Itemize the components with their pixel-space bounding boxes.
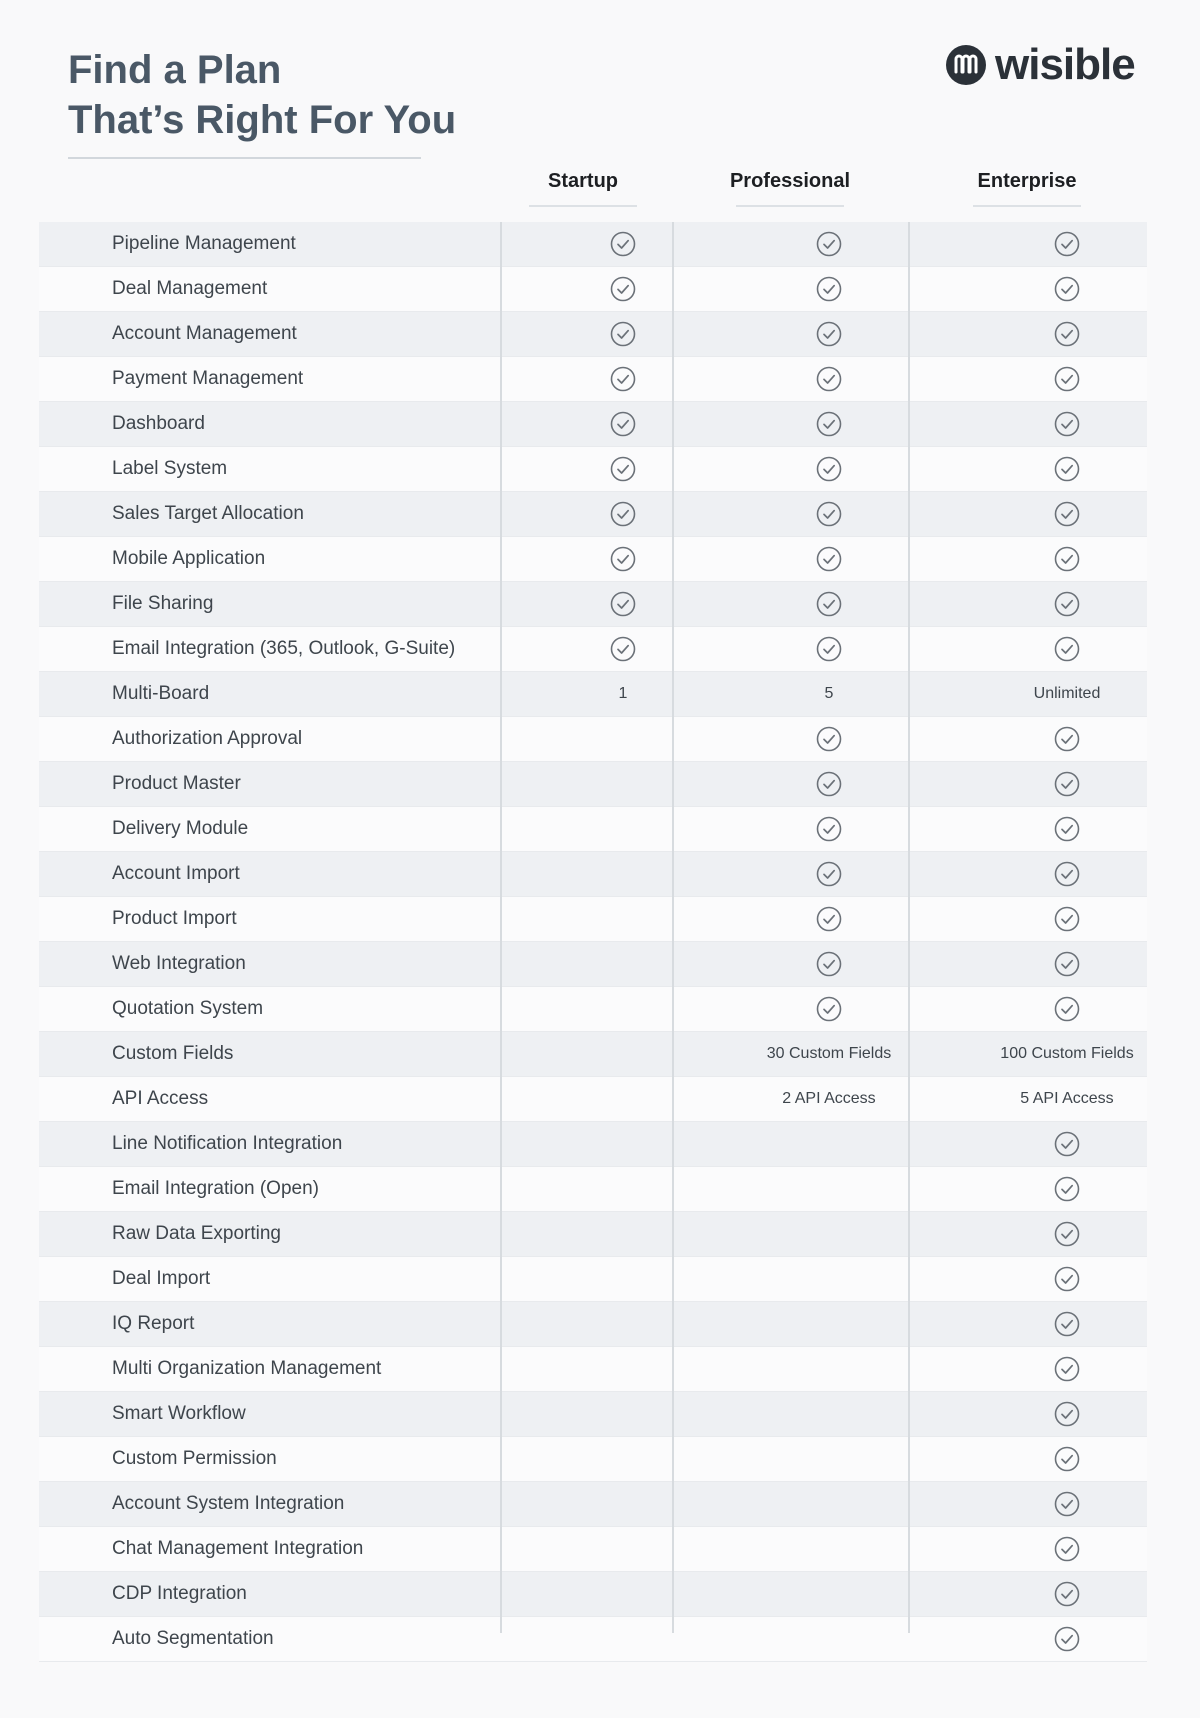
table-row: [39, 402, 1147, 447]
feature-name: Dashboard: [112, 413, 205, 434]
table-row: [39, 222, 1147, 267]
check-circle-icon: [816, 231, 842, 257]
check-circle-icon: [1054, 1266, 1080, 1292]
feature-name: Deal Import: [112, 1268, 211, 1289]
cell-value: 30 Custom Fields: [766, 1045, 892, 1062]
check-circle-icon: [610, 366, 636, 392]
logo-text: wisible: [995, 40, 1135, 89]
title-underline: [68, 157, 421, 159]
feature-name: Account Management: [112, 323, 297, 344]
plan-name: Professional: [729, 170, 851, 192]
feature-name: CDP Integration: [112, 1583, 247, 1604]
check-circle-icon: [816, 996, 842, 1022]
table-row: [39, 1167, 1147, 1212]
check-circle-icon: [816, 411, 842, 437]
table-row: [39, 1617, 1147, 1662]
feature-name: Chat Management Integration: [112, 1538, 364, 1559]
table-row: [39, 672, 1147, 717]
cell-enterprise: [910, 1392, 1200, 1436]
wisible-logo-icon: [945, 44, 987, 86]
feature-name: Payment Management: [112, 368, 304, 389]
check-circle-icon: [1054, 1626, 1080, 1652]
feature-name: Product Import: [112, 908, 237, 929]
check-circle-icon: [816, 546, 842, 572]
check-circle-icon: [1054, 636, 1080, 662]
feature-name: Email Integration (Open): [112, 1178, 319, 1199]
check-circle-icon: [816, 771, 842, 797]
cell-enterprise: [910, 1302, 1200, 1346]
cell-enterprise: [910, 1032, 1200, 1076]
feature-name: Email Integration (365, Outlook, G-Suite): [112, 638, 456, 659]
check-circle-icon: [1054, 1401, 1080, 1427]
check-circle-icon: [1054, 591, 1080, 617]
feature-name: Label System: [112, 458, 228, 479]
check-circle-icon: [1054, 546, 1080, 572]
cell-value: 1: [618, 685, 628, 702]
plan-underline: [973, 205, 1081, 207]
cell-value: 100 Custom Fields: [1000, 1045, 1134, 1062]
check-circle-icon: [1054, 861, 1080, 887]
cell-enterprise: [910, 1167, 1200, 1211]
check-circle-icon: [1054, 771, 1080, 797]
table-row: [39, 1347, 1147, 1392]
check-circle-icon: [1054, 1176, 1080, 1202]
cell-enterprise: [910, 222, 1200, 266]
plan-name: Startup: [548, 170, 618, 192]
feature-name: Pipeline Management: [112, 233, 296, 254]
check-circle-icon: [1054, 1221, 1080, 1247]
table-row: [39, 1077, 1147, 1122]
check-circle-icon: [610, 411, 636, 437]
table-row: [39, 582, 1147, 627]
feature-name: Delivery Module: [112, 818, 249, 839]
feature-name: API Access: [112, 1088, 209, 1109]
feature-name: Deal Management: [112, 278, 268, 299]
table-row: [39, 1482, 1147, 1527]
check-circle-icon: [816, 321, 842, 347]
title-line-1: Find a Plan: [68, 48, 282, 92]
cell-enterprise: [910, 537, 1200, 581]
cell-enterprise: [910, 1122, 1200, 1166]
check-circle-icon: [610, 231, 636, 257]
cell-value: 2 API Access: [782, 1090, 876, 1107]
check-circle-icon: [816, 591, 842, 617]
check-circle-icon: [816, 636, 842, 662]
table-row: [39, 267, 1147, 312]
check-circle-icon: [816, 276, 842, 302]
feature-name: Sales Target Allocation: [112, 503, 304, 524]
cell-value: 5: [824, 685, 834, 702]
check-circle-icon: [610, 546, 636, 572]
feature-name: Quotation System: [112, 998, 264, 1019]
cell-enterprise: [910, 1482, 1200, 1526]
check-circle-icon: [816, 951, 842, 977]
check-circle-icon: [1054, 276, 1080, 302]
cell-enterprise: [910, 357, 1200, 401]
cell-value: Unlimited: [1033, 685, 1101, 702]
table-row: [39, 447, 1147, 492]
table-row: [39, 942, 1147, 987]
cell-enterprise: [910, 1437, 1200, 1481]
cell-value: 5 API Access: [1020, 1090, 1114, 1107]
check-circle-icon: [1054, 1491, 1080, 1517]
cell-enterprise: [910, 672, 1200, 716]
table-row: [39, 987, 1147, 1032]
cell-enterprise: [910, 1617, 1200, 1661]
check-circle-icon: [816, 366, 842, 392]
cell-enterprise: [910, 312, 1200, 356]
check-circle-icon: [1054, 726, 1080, 752]
feature-name: Multi-Board: [112, 683, 210, 704]
check-circle-icon: [610, 501, 636, 527]
column-divider: [908, 222, 910, 1633]
check-circle-icon: [1054, 996, 1080, 1022]
feature-name: Web Integration: [112, 953, 246, 974]
check-circle-icon: [610, 276, 636, 302]
table-row: [39, 1437, 1147, 1482]
cell-enterprise: [910, 1257, 1200, 1301]
check-circle-icon: [1054, 366, 1080, 392]
check-circle-icon: [1054, 1311, 1080, 1337]
check-circle-icon: [1054, 231, 1080, 257]
feature-name: Raw Data Exporting: [112, 1223, 281, 1244]
feature-name: Account System Integration: [112, 1493, 345, 1514]
table-row: [39, 1302, 1147, 1347]
check-circle-icon: [610, 321, 636, 347]
cell-enterprise: [910, 1212, 1200, 1256]
feature-name: Authorization Approval: [112, 728, 303, 749]
check-circle-icon: [816, 501, 842, 527]
cell-enterprise: [910, 1527, 1200, 1571]
feature-name: Multi Organization Management: [112, 1358, 382, 1379]
table-row: [39, 1392, 1147, 1437]
feature-name: Mobile Application: [112, 548, 266, 569]
table-row: [39, 852, 1147, 897]
column-divider: [672, 222, 674, 1633]
feature-name: Custom Permission: [112, 1448, 277, 1469]
cell-enterprise: [910, 1572, 1200, 1616]
check-circle-icon: [1054, 951, 1080, 977]
feature-name: File Sharing: [112, 593, 214, 614]
check-circle-icon: [1054, 1581, 1080, 1607]
cell-enterprise: [910, 717, 1200, 761]
plan-header-professional: [670, 170, 910, 207]
column-divider: [500, 222, 502, 1633]
wisible-logo: [945, 40, 1135, 90]
table-row: [39, 492, 1147, 537]
table-row: [39, 1032, 1147, 1077]
cell-enterprise: [910, 942, 1200, 986]
check-circle-icon: [1054, 456, 1080, 482]
table-row: [39, 312, 1147, 357]
cell-enterprise: [910, 987, 1200, 1031]
check-circle-icon: [1054, 1536, 1080, 1562]
check-circle-icon: [816, 906, 842, 932]
check-circle-icon: [1054, 411, 1080, 437]
check-circle-icon: [610, 636, 636, 662]
table-row: [39, 897, 1147, 942]
table-row: [39, 1572, 1147, 1617]
cell-enterprise: [910, 762, 1200, 806]
comparison-table: [39, 222, 1147, 1662]
feature-name: Smart Workflow: [112, 1403, 246, 1424]
cell-enterprise: [910, 1077, 1200, 1121]
page-title: [68, 45, 456, 145]
plan-header-startup: [463, 170, 703, 207]
plan-header-enterprise: [907, 170, 1147, 207]
table-row: [39, 1527, 1147, 1572]
check-circle-icon: [610, 591, 636, 617]
table-row: [39, 627, 1147, 672]
table-row: [39, 357, 1147, 402]
cell-enterprise: [910, 897, 1200, 941]
table-row: [39, 537, 1147, 582]
feature-name: IQ Report: [112, 1313, 195, 1334]
check-circle-icon: [816, 816, 842, 842]
check-circle-icon: [816, 726, 842, 752]
feature-name: Custom Fields: [112, 1043, 234, 1064]
cell-enterprise: [910, 807, 1200, 851]
cell-enterprise: [910, 1347, 1200, 1391]
cell-enterprise: [910, 852, 1200, 896]
table-row: [39, 807, 1147, 852]
table-row: [39, 1122, 1147, 1167]
cell-enterprise: [910, 582, 1200, 626]
cell-enterprise: [910, 492, 1200, 536]
plan-underline: [736, 205, 844, 207]
table-row: [39, 1257, 1147, 1302]
check-circle-icon: [1054, 1446, 1080, 1472]
title-line-2: That’s Right For You: [68, 98, 457, 142]
cell-enterprise: [910, 267, 1200, 311]
table-row: [39, 1212, 1147, 1257]
check-circle-icon: [1054, 816, 1080, 842]
cell-enterprise: [910, 627, 1200, 671]
cell-enterprise: [910, 402, 1200, 446]
plan-name: Enterprise: [977, 170, 1077, 192]
table-row: [39, 762, 1147, 807]
plan-underline: [529, 205, 637, 207]
feature-name: Line Notification Integration: [112, 1133, 343, 1154]
check-circle-icon: [816, 456, 842, 482]
check-circle-icon: [1054, 501, 1080, 527]
check-circle-icon: [610, 456, 636, 482]
check-circle-icon: [1054, 321, 1080, 347]
cell-enterprise: [910, 447, 1200, 491]
feature-name: Product Master: [112, 773, 241, 794]
check-circle-icon: [816, 861, 842, 887]
feature-name: Auto Segmentation: [112, 1628, 274, 1649]
check-circle-icon: [1054, 1356, 1080, 1382]
table-row: [39, 717, 1147, 762]
check-circle-icon: [1054, 906, 1080, 932]
feature-name: Account Import: [112, 863, 240, 884]
check-circle-icon: [1054, 1131, 1080, 1157]
